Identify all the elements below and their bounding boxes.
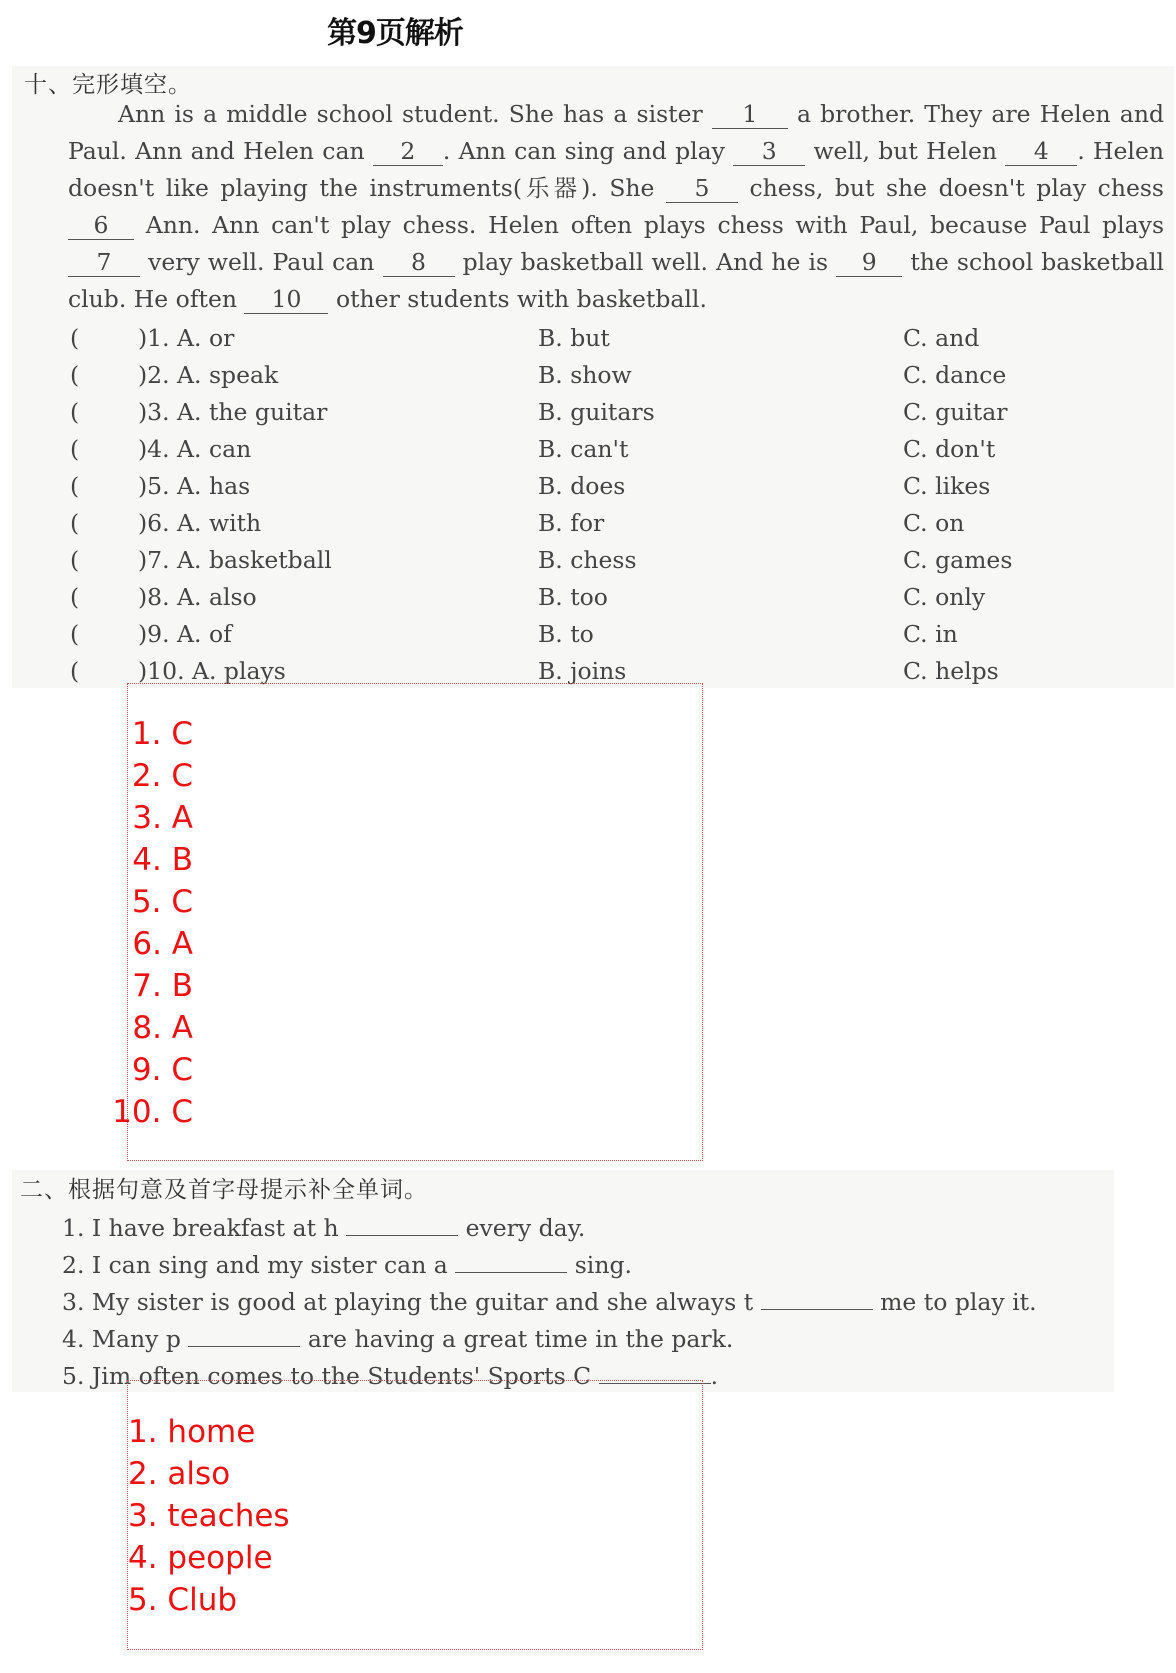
answer-item: 4. B [132,842,193,878]
option-a: )9. A. of [138,620,232,648]
blank-10: 10 [244,285,328,314]
blank-2: 2 [373,137,443,166]
blank-5: 5 [666,174,738,203]
option-b: B. guitars [538,398,655,426]
blank-3: 3 [733,137,805,166]
answer-list-1 [112,713,193,1133]
passage-text: very well. Paul can [140,248,383,276]
question-row: ( )10. A. plays B. joins C. helps [70,657,999,685]
answer-item: 4. people [128,1540,273,1576]
option-c: C. likes [903,472,991,500]
option-a: )1. A. or [138,324,235,352]
answer-item: 2. C [131,758,193,794]
blank-4: 4 [1005,137,1077,166]
passage-text: well, but Helen [805,137,1006,165]
fill-blank [188,1324,300,1347]
option-a: )6. A. with [138,509,262,537]
question-row: ( )6. A. with B. for C. on [70,509,965,537]
answer-item: 7. B [132,968,193,1004]
passage-text: a brother. They are Helen and Paul. Ann and Helen can [68,100,1164,165]
option-c: C. don't [903,435,996,463]
page-title: 第9页解析 [327,16,463,51]
question-row: ( )2. A. speak B. show C. dance [70,361,1007,389]
option-c: C. guitar [903,398,1008,426]
option-c: C. games [903,546,1013,574]
option-b: B. but [538,324,610,352]
blank-8: 8 [383,248,455,277]
blank-1: 1 [712,100,788,129]
passage-text: chess, but she doesn't play chess [737,174,1164,202]
answer-item: 9. C [131,1052,193,1088]
passage-text: play basketball well. And he is [454,248,837,276]
answer-item: 3. teaches [128,1498,290,1534]
question-row: ( )8. A. also B. too C. only [70,583,986,611]
passage-text: . Helen doesn't like playing the instruments(乐器). She [68,137,1164,202]
option-a: )7. A. basketball [138,546,332,574]
option-b: B. joins [538,657,627,685]
option-c: C. and [903,324,980,352]
option-c: C. only [903,583,986,611]
answer-item: 1. home [128,1414,256,1450]
option-b: B. too [538,583,608,611]
answer-item: 3. A [132,800,193,836]
passage-text: the school basketball club. He often [68,248,1164,313]
option-a: )3. A. the guitar [138,398,328,426]
option-c: C. on [903,509,965,537]
answer-item: 8. A [132,1010,193,1046]
option-c: C. dance [903,361,1007,389]
blank-7: 7 [68,248,140,277]
option-a: )4. A. can [138,435,252,463]
option-c: C. in [903,620,958,648]
cloze-passage [68,96,1164,318]
fill-question: 5. Jim often comes to the Students' Sports C . [62,1362,719,1390]
answer-item: 5. Club [128,1582,238,1618]
option-b: B. can't [538,435,629,463]
fill-question: 1. I have breakfast at h every day. [62,1214,586,1242]
fill-question: 3. My sister is good at playing the guitar and she always t me to play it. [62,1288,1037,1316]
option-a: )8. A. also [138,583,257,611]
answer-item: 6. A [132,926,193,962]
answer-item: 5. C [131,884,193,920]
option-a: )10. A. plays [138,657,286,685]
fill-question: 4. Many p are having a great time in the park. [62,1325,734,1353]
option-a: )2. A. speak [138,361,279,389]
fill-question: 2. I can sing and my sister can a sing. [62,1251,632,1279]
fill-blank [761,1287,873,1310]
passage-text: . Ann can sing and play [442,137,734,165]
passage-text: other students with basketball. [328,285,707,313]
answer-list-2 [128,1411,290,1621]
question-row: ( )5. A. has B. does C. likes [70,472,991,500]
section2-heading: 二、根据句意及首字母提示补全单词。 [20,1177,428,1203]
answer-box-1 [127,683,703,1161]
passage-text: Ann. Ann can't play chess. Helen often plays chess with Paul, because Paul plays [134,211,1164,239]
question-row: ( )1. A. or B. but C. and [70,324,980,352]
passage-text: Ann is a middle school student. She has a sister [118,100,712,128]
answer-item: 10. C [112,1094,193,1130]
option-b: B. chess [538,546,637,574]
answer-item: 1. C [131,716,193,752]
option-c: C. helps [903,657,999,685]
section1-heading: 十、完形填空。 [24,72,192,98]
question-row: ( )3. A. the guitar B. guitars C. guitar [70,398,1008,426]
word-fill-questions [62,1210,1037,1395]
option-b: B. does [538,472,626,500]
question-row: ( )4. A. can B. can't C. don't [70,435,996,463]
blank-9: 9 [836,248,902,277]
question-options-list [68,324,1164,694]
fill-blank [455,1250,567,1273]
option-a: )5. A. has [138,472,251,500]
blank-6: 6 [68,211,134,240]
option-b: B. for [538,509,605,537]
question-row: ( )7. A. basketball B. chess C. games [70,546,1013,574]
question-row: ( )9. A. of B. to C. in [70,620,958,648]
option-b: B. to [538,620,594,648]
option-b: B. show [538,361,632,389]
answer-item: 2. also [128,1456,231,1492]
fill-blank [346,1213,458,1236]
